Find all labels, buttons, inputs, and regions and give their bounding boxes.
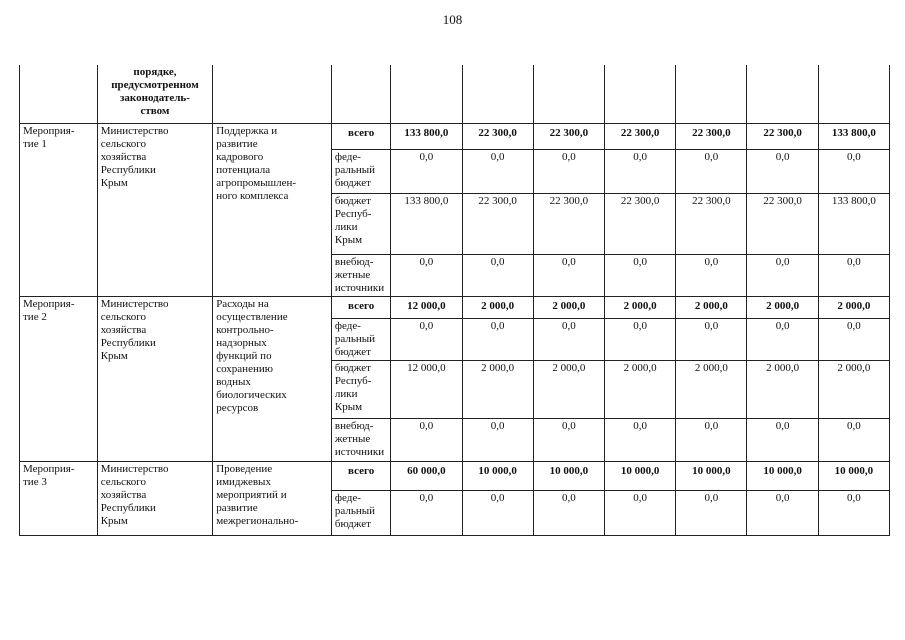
amount-cell: 2 000,0 (676, 296, 747, 318)
text-line: ством (140, 105, 170, 117)
amount-cell: 10 000,0 (533, 461, 604, 490)
amount-cell: 0,0 (747, 418, 818, 461)
amount-cell: 133 800,0 (391, 123, 462, 149)
amount-cell: 0,0 (604, 490, 675, 535)
funding-source-cell (331, 318, 390, 360)
funding-source-cell (331, 461, 390, 490)
text-line: Крым (334, 233, 363, 246)
amount-cell: 22 300,0 (604, 193, 675, 254)
text-line: жетные (334, 432, 371, 445)
text-line: водных (216, 375, 251, 388)
amount-cell: 0,0 (604, 318, 675, 360)
text-line: Расходы на (216, 297, 269, 310)
event-name-cell (20, 461, 98, 535)
amount-cell: 22 300,0 (462, 123, 533, 149)
executor-cell (97, 296, 212, 461)
amount-cell: 10 000,0 (818, 461, 889, 490)
amount-cell: 2 000,0 (462, 296, 533, 318)
amount-cell: 0,0 (533, 149, 604, 193)
budget-row (20, 123, 890, 149)
text-line: Крым (100, 349, 128, 362)
amount-cell: 10 000,0 (747, 461, 818, 490)
text-line: Министерство (100, 462, 169, 475)
amount-cell: 2 000,0 (533, 296, 604, 318)
text-line: Мероприя- (23, 124, 75, 137)
amount-cell: 2 000,0 (462, 360, 533, 418)
text-line: ральный (334, 163, 376, 176)
amount-cell: 0,0 (818, 254, 889, 296)
text-line: надзорных (216, 336, 267, 349)
text-line: ральный (334, 332, 376, 345)
text-line: хозяйства (100, 323, 147, 336)
text-line: Министерство (100, 124, 169, 137)
text-line: источники (334, 445, 385, 458)
text-line: бюджет (334, 194, 371, 207)
amount-cell: 2 000,0 (747, 360, 818, 418)
text-line: развитие (216, 137, 258, 150)
text-line: хозяйства (100, 150, 147, 163)
text-line: внебюд- (334, 255, 374, 268)
amount-cell: 0,0 (676, 254, 747, 296)
responsible-continued-cell (97, 65, 212, 123)
executor-cell (97, 461, 212, 535)
text-line: Республики (100, 163, 156, 176)
amount-cell: 2 000,0 (604, 296, 675, 318)
amount-cell: 12 000,0 (391, 360, 462, 418)
amount-cell: 0,0 (818, 149, 889, 193)
amount-cell: 0,0 (818, 318, 889, 360)
amount-cell: 2 000,0 (533, 360, 604, 418)
amount-cell: 0,0 (818, 490, 889, 535)
funding-source-cell (331, 296, 390, 318)
amount-cell: 22 300,0 (676, 193, 747, 254)
text-line: всего (348, 126, 375, 139)
text-line: контрольно- (216, 323, 274, 336)
budget-row (20, 296, 890, 318)
amount-cell: 133 800,0 (818, 193, 889, 254)
text-line: Республики (100, 501, 156, 514)
text-line: хозяйства (100, 488, 147, 501)
text-line: мероприятий и (216, 488, 287, 501)
text-line: осуществление (216, 310, 288, 323)
text-line: Поддержка и (216, 124, 278, 137)
text-line: порядке, (133, 66, 177, 78)
text-line: сельского (100, 310, 147, 323)
text-line: Крым (100, 514, 128, 527)
amount-cell: 133 800,0 (818, 123, 889, 149)
text-line: Министерство (100, 297, 169, 310)
amount-cell: 0,0 (747, 318, 818, 360)
amount-cell: 22 300,0 (462, 193, 533, 254)
funding-source-cell (331, 360, 390, 418)
amount-cell: 0,0 (462, 254, 533, 296)
text-line: межрегионально- (216, 514, 299, 527)
funding-source-cell (331, 149, 390, 193)
event-name-cell (20, 296, 98, 461)
text-line: Проведение (216, 462, 273, 475)
budget-table (19, 65, 890, 536)
amount-cell: 0,0 (747, 490, 818, 535)
page-number: 108 (442, 12, 463, 27)
text-line: имиджевых (216, 475, 271, 488)
amount-cell: 0,0 (676, 418, 747, 461)
amount-cell: 0,0 (676, 318, 747, 360)
text-line: предусмотренном (111, 79, 199, 91)
amount-cell: 22 300,0 (747, 123, 818, 149)
text-line: Респуб- (334, 207, 372, 220)
amount-cell: 0,0 (533, 318, 604, 360)
text-line: бюджет (334, 176, 371, 189)
text-line: сельского (100, 475, 147, 488)
amount-cell: 2 000,0 (818, 296, 889, 318)
event-name-cell (20, 123, 98, 296)
amount-cell: 22 300,0 (676, 123, 747, 149)
amount-cell: 0,0 (462, 318, 533, 360)
funding-source-cell (331, 193, 390, 254)
amount-cell: 0,0 (818, 418, 889, 461)
text-line: развитие (216, 501, 258, 514)
text-line: биологических (216, 388, 287, 401)
text-line: тие 3 (23, 475, 47, 488)
amount-cell: 10 000,0 (604, 461, 675, 490)
text-line: жетные (334, 268, 371, 281)
text-line: тие 2 (23, 310, 47, 323)
text-line: законодатель- (120, 92, 190, 104)
amount-cell: 0,0 (676, 149, 747, 193)
amount-cell: 0,0 (533, 490, 604, 535)
text-line: сельского (100, 137, 147, 150)
funding-source-cell (331, 254, 390, 296)
text-line: бюджет (334, 345, 371, 358)
text-line: всего (348, 299, 375, 312)
amount-cell: 0,0 (391, 490, 462, 535)
amount-cell: 2 000,0 (818, 360, 889, 418)
text-line: тие 1 (23, 137, 47, 150)
amount-cell: 10 000,0 (462, 461, 533, 490)
funding-source-cell (331, 490, 390, 535)
amount-cell: 22 300,0 (747, 193, 818, 254)
amount-cell: 0,0 (462, 418, 533, 461)
text-line: кадрового (216, 150, 264, 163)
text-line: сохранению (216, 362, 273, 375)
amount-cell: 0,0 (462, 490, 533, 535)
amount-cell: 0,0 (533, 254, 604, 296)
text-line: Крым (334, 400, 363, 413)
text-line: потенциала (216, 163, 271, 176)
text-line: агропромышлен- (216, 176, 297, 189)
text-line: источники (334, 281, 385, 294)
amount-cell: 2 000,0 (747, 296, 818, 318)
funding-source-cell (331, 123, 390, 149)
amount-cell: 12 000,0 (391, 296, 462, 318)
executor-cell (97, 123, 212, 296)
amount-cell: 0,0 (604, 254, 675, 296)
amount-cell: 2 000,0 (676, 360, 747, 418)
continued-header-row (20, 65, 890, 123)
amount-cell: 2 000,0 (604, 360, 675, 418)
amount-cell: 22 300,0 (604, 123, 675, 149)
text-line: бюджет (334, 517, 371, 530)
funding-source-cell (331, 418, 390, 461)
text-line: Республики (100, 336, 156, 349)
text-line: феде- (334, 491, 361, 504)
text-line: ного комплекса (216, 189, 289, 202)
text-line: всего (348, 464, 375, 477)
description-cell (213, 123, 332, 296)
text-line: лики (334, 387, 358, 400)
amount-cell: 0,0 (462, 149, 533, 193)
amount-cell: 0,0 (391, 418, 462, 461)
description-cell (213, 461, 332, 535)
text-line: феде- (334, 150, 361, 163)
text-line: внебюд- (334, 419, 374, 432)
text-line: ральный (334, 504, 376, 517)
text-line: ресурсов (216, 401, 259, 414)
amount-cell: 0,0 (391, 149, 462, 193)
budget-row (20, 461, 890, 490)
text-line: Мероприя- (23, 297, 75, 310)
text-line: Мероприя- (23, 462, 75, 475)
text-line: Крым (100, 176, 128, 189)
amount-cell: 60 000,0 (391, 461, 462, 490)
amount-cell: 0,0 (604, 418, 675, 461)
text-line: Респуб- (334, 374, 372, 387)
text-line: бюджет (334, 361, 371, 374)
amount-cell: 0,0 (604, 149, 675, 193)
amount-cell: 0,0 (747, 149, 818, 193)
amount-cell: 22 300,0 (533, 193, 604, 254)
text-line: лики (334, 220, 358, 233)
amount-cell: 22 300,0 (533, 123, 604, 149)
description-cell (213, 296, 332, 461)
amount-cell: 0,0 (391, 254, 462, 296)
text-line: функций по (216, 349, 272, 362)
amount-cell: 0,0 (676, 490, 747, 535)
amount-cell: 10 000,0 (676, 461, 747, 490)
amount-cell: 133 800,0 (391, 193, 462, 254)
text-line: феде- (334, 319, 361, 332)
amount-cell: 0,0 (747, 254, 818, 296)
amount-cell: 0,0 (391, 318, 462, 360)
amount-cell: 0,0 (533, 418, 604, 461)
